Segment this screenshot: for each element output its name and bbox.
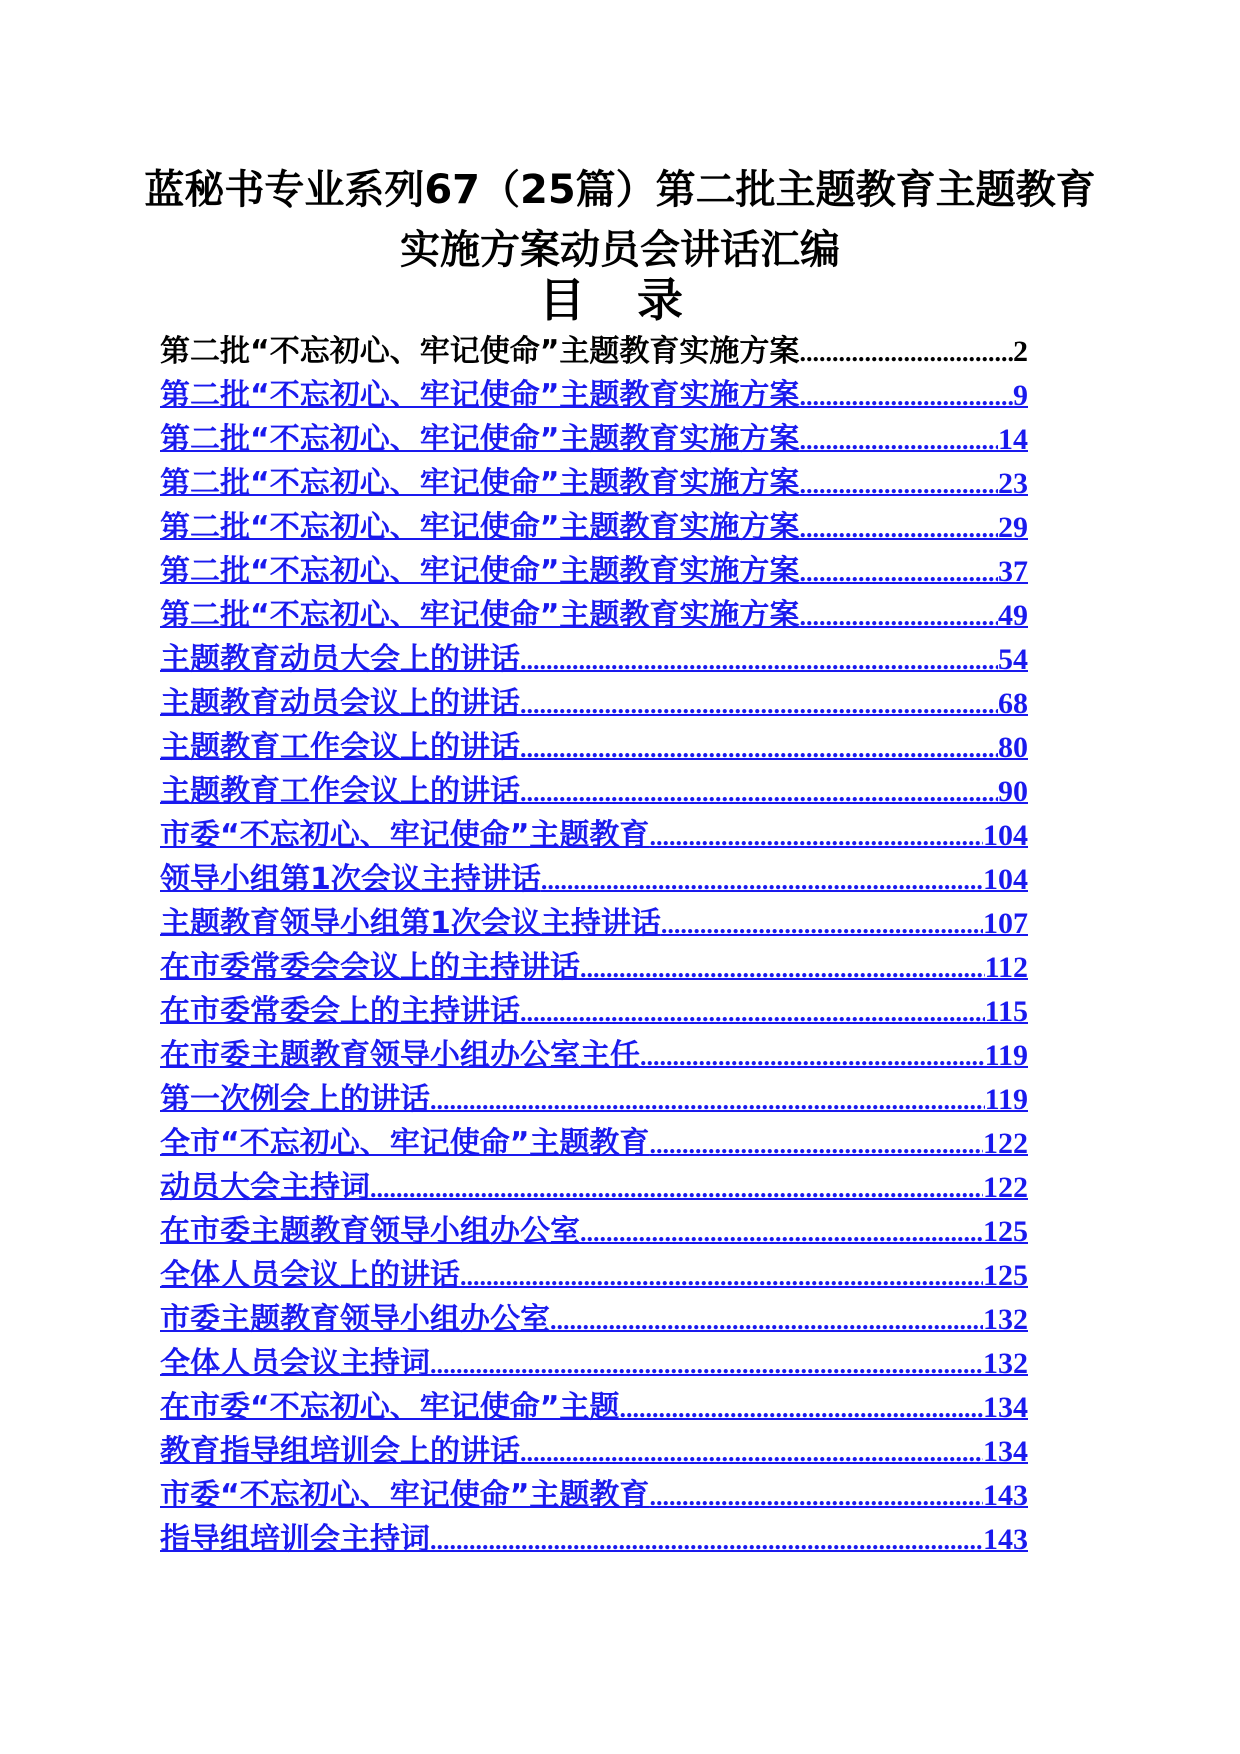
toc-entry-title: 指导组培训会主持词 — [160, 1522, 430, 1557]
toc-entry-page-number: 68 — [998, 687, 1028, 720]
toc-entry-page-number: 122 — [983, 1127, 1028, 1160]
toc-entry[interactable] — [160, 1034, 1028, 1078]
toc-dot-leader — [520, 771, 998, 815]
toc-dot-leader — [541, 859, 983, 903]
toc-entry-page-number: 122 — [983, 1171, 1028, 1204]
toc-entry-page-number: 9 — [1013, 379, 1028, 412]
toc-entry-page-number: 49 — [998, 599, 1028, 632]
toc-entry-title: 在市委主题教育领导小组办公室主任 — [160, 1038, 640, 1073]
toc-entry-title: 第二批“不忘初心、牢记使命”主题教育实施方案 — [160, 378, 800, 413]
toc-entry-page-number: 132 — [983, 1347, 1028, 1380]
toc-entry-title: 全市“不忘初心、牢记使命”主题教育 — [160, 1126, 650, 1161]
toc-dot-leader — [799, 595, 998, 639]
toc-entry-title: 教育指导组培训会上的讲话 — [160, 1434, 520, 1469]
toc-entry[interactable] — [160, 902, 1028, 946]
toc-entry[interactable] — [160, 770, 1028, 814]
toc-entry-page-number: 107 — [983, 907, 1028, 940]
toc-entry-title: 第二批“不忘初心、牢记使命”主题教育实施方案 — [160, 334, 800, 369]
toc-entry[interactable] — [160, 946, 1028, 990]
toc-entry-title: 主题教育工作会议上的讲话 — [160, 774, 520, 809]
toc-entry-title: 在市委主题教育领导小组办公室 — [160, 1214, 580, 1249]
toc-entry-title: 第二批“不忘初心、牢记使命”主题教育实施方案 — [160, 422, 800, 457]
toc-entry-title: 第一次例会上的讲话 — [160, 1082, 430, 1117]
toc-entry-page-number: 125 — [983, 1215, 1028, 1248]
toc-entry-page-number: 90 — [998, 775, 1028, 808]
toc-entry-title: 市委主题教育领导小组办公室 — [160, 1302, 550, 1337]
toc-entry-page-number: 119 — [984, 1039, 1028, 1072]
toc-entry[interactable] — [160, 1122, 1028, 1166]
toc-dot-leader — [430, 1343, 983, 1387]
toc-entry-title: 主题教育工作会议上的讲话 — [160, 730, 520, 765]
toc-entry-page-number: 37 — [998, 555, 1028, 588]
toc-entry[interactable] — [160, 682, 1028, 726]
toc-entry-title: 动员大会主持词 — [160, 1170, 370, 1205]
toc-entry-title: 领导小组第1次会议主持讲话 — [160, 862, 541, 897]
toc-entry-page-number: 2 — [1013, 335, 1028, 368]
toc-dot-leader — [520, 1431, 983, 1475]
toc-entry[interactable] — [160, 990, 1028, 1034]
toc-entry-page-number: 134 — [983, 1391, 1028, 1424]
toc-entry[interactable] — [160, 1078, 1028, 1122]
toc-entry[interactable] — [160, 506, 1028, 550]
toc-dot-leader — [799, 331, 1013, 375]
toc-dot-leader — [649, 1123, 983, 1167]
toc-entry[interactable] — [160, 1298, 1028, 1342]
toc-entry[interactable] — [160, 814, 1028, 858]
toc-dot-leader — [640, 1035, 985, 1079]
toc-entry[interactable] — [160, 1254, 1028, 1298]
toc-entry[interactable] — [160, 374, 1028, 418]
toc-entry[interactable] — [160, 726, 1028, 770]
toc-dot-leader — [460, 1255, 983, 1299]
toc-entry[interactable] — [160, 1166, 1028, 1210]
toc-entry[interactable] — [160, 462, 1028, 506]
toc-entry-page-number: 104 — [983, 819, 1028, 852]
toc-entry-title: 在市委常委会会议上的主持讲话 — [160, 950, 580, 985]
toc-entry[interactable] — [160, 1518, 1028, 1562]
toc-dot-leader — [580, 1211, 983, 1255]
toc-entry[interactable] — [160, 418, 1028, 462]
toc-entry[interactable] — [160, 594, 1028, 638]
toc-dot-leader — [799, 419, 998, 463]
toc-entry-title: 主题教育动员会议上的讲话 — [160, 686, 520, 721]
toc-entry-title: 在市委“不忘初心、牢记使命”主题 — [160, 1390, 620, 1425]
toc-heading: 目 录 — [538, 273, 701, 327]
toc-entry[interactable] — [160, 858, 1028, 902]
toc-dot-leader — [520, 727, 998, 771]
toc-dot-leader — [619, 1387, 983, 1431]
toc-dot-leader — [580, 947, 985, 991]
toc-entry[interactable] — [160, 1386, 1028, 1430]
toc-dot-leader — [520, 991, 985, 1035]
toc-entry-page-number: 125 — [983, 1259, 1028, 1292]
toc-entry[interactable] — [160, 1474, 1028, 1518]
toc-entry-page-number: 132 — [983, 1303, 1028, 1336]
toc-entry-page-number: 143 — [983, 1523, 1028, 1556]
toc-dot-leader — [550, 1299, 983, 1343]
toc-entry-page-number: 134 — [983, 1435, 1028, 1468]
toc-entry-title: 在市委常委会上的主持讲话 — [160, 994, 520, 1029]
toc-dot-leader — [799, 507, 998, 551]
toc-dot-leader — [520, 683, 998, 727]
toc-entry-title: 第二批“不忘初心、牢记使命”主题教育实施方案 — [160, 554, 800, 589]
toc-dot-leader — [661, 903, 983, 947]
toc-entry-title: 主题教育动员大会上的讲话 — [160, 642, 520, 677]
toc-entry-title: 第二批“不忘初心、牢记使命”主题教育实施方案 — [160, 466, 800, 501]
toc-entry[interactable] — [160, 1430, 1028, 1474]
toc-dot-leader — [799, 551, 998, 595]
toc-dot-leader — [799, 463, 998, 507]
toc-entry-page-number: 54 — [998, 643, 1028, 676]
toc-entry-page-number: 80 — [998, 731, 1028, 764]
toc-entry-page-number: 29 — [998, 511, 1028, 544]
toc-entry — [160, 330, 1028, 374]
toc-dot-leader — [799, 375, 1013, 419]
toc-entry-title: 第二批“不忘初心、牢记使命”主题教育实施方案 — [160, 598, 800, 633]
toc-entry[interactable] — [160, 1342, 1028, 1386]
toc-entry[interactable] — [160, 1210, 1028, 1254]
toc-entry-page-number: 23 — [998, 467, 1028, 500]
toc-dot-leader — [430, 1519, 983, 1563]
toc-entry-page-number: 119 — [984, 1083, 1028, 1116]
toc-entry[interactable] — [160, 550, 1028, 594]
toc-entry-title: 主题教育领导小组第1次会议主持讲话 — [160, 906, 661, 941]
toc-entry-page-number: 104 — [983, 863, 1028, 896]
toc-dot-leader — [520, 639, 998, 683]
toc-entry-page-number: 112 — [984, 951, 1028, 984]
toc-entry-page-number: 14 — [998, 423, 1028, 456]
toc-entry-title: 全体人员会议上的讲话 — [160, 1258, 460, 1293]
table-of-contents — [160, 330, 1028, 1562]
document-title: 蓝秘书专业系列67（25篇）第二批主题教育主题教育实施方案动员会讲话汇编 — [144, 167, 1096, 273]
toc-entry-title: 市委“不忘初心、牢记使命”主题教育 — [160, 818, 650, 853]
toc-dot-leader — [430, 1079, 985, 1123]
toc-dot-leader — [649, 1475, 983, 1519]
toc-dot-leader — [649, 815, 983, 859]
toc-dot-leader — [370, 1167, 983, 1211]
toc-entry-title: 市委“不忘初心、牢记使命”主题教育 — [160, 1478, 650, 1513]
toc-entry-title: 第二批“不忘初心、牢记使命”主题教育实施方案 — [160, 510, 800, 545]
toc-entry-page-number: 115 — [984, 995, 1028, 1028]
toc-entry-page-number: 143 — [983, 1479, 1028, 1512]
toc-entry-title: 全体人员会议主持词 — [160, 1346, 430, 1381]
toc-entry[interactable] — [160, 638, 1028, 682]
